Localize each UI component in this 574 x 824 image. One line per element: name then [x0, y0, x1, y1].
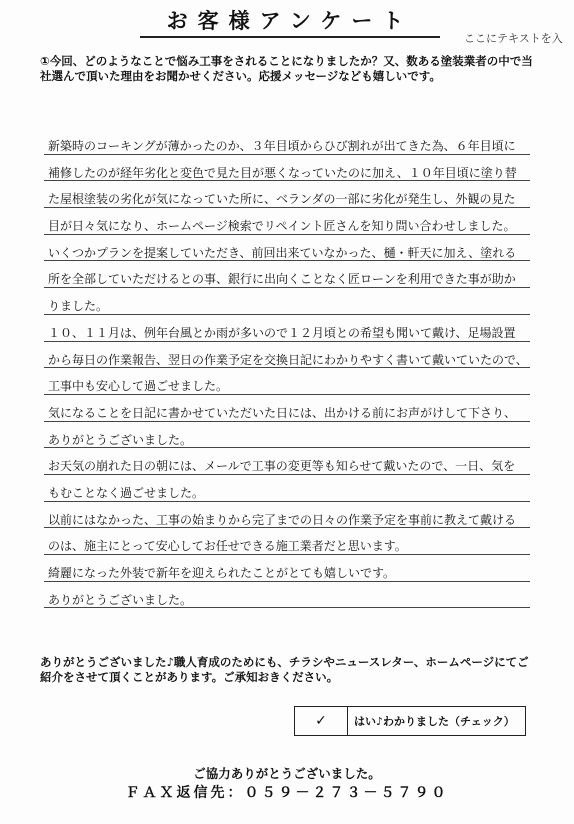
answer-line: 綺麗になった外装で新年を迎えられたことがとても嬉しいです。: [44, 555, 530, 582]
question-text: ①今回、どのようなことで悩み工事をされることになりましたか？又、数ある塗装業者の中で当社選んで頂いた理由をお聞かせください。応援メッセージなども嬉しいです。: [40, 54, 533, 83]
thank-you-text: ご協力ありがとうございました。: [193, 766, 381, 781]
answer-line: お天気の崩れた日の朝には、メールで工事の変更等も知らせて戴いたので、一日、気を: [44, 448, 530, 475]
answer-line: いくつかプランを提案していただき、前回出来ていなかった、樋・軒天に加え、塗れる: [44, 235, 530, 262]
answer-line: りました。: [44, 288, 530, 315]
answer-line: のは、施主にとって安心してお任せできる施工業者だと思います。: [44, 528, 530, 555]
answer-line: ありがとうございました。: [44, 422, 530, 449]
handwritten-answer-area: [44, 128, 530, 608]
answer-line: た屋根塗装の劣化が気になっていた所に、ベランダの一部に劣化が発生し、外観の見た: [44, 181, 530, 208]
consent-checkbox-row[interactable]: [294, 706, 526, 736]
fax-number: ＦＡＸ返信先：０５９－２７３－５７９０: [125, 785, 449, 801]
answer-line: から毎日の作業報告、翌日の作業予定を交換日記にわかりやすく書いて戴いていたので、: [44, 342, 530, 369]
check-mark-icon: ✓: [315, 713, 327, 729]
survey-title: お客様アンケート: [140, 8, 440, 38]
checkbox[interactable]: [295, 707, 348, 735]
answer-line: 目が日々気になり、ホームページ検索でリペイント匠さんを知り問い合わせしました。: [44, 208, 530, 235]
answer-line: もむことなく過ごせました。: [44, 475, 530, 502]
answer-line: １０、１１月は、例年台風とか雨が多いので１２月頃との希望も聞いて戴け、足場設置: [44, 315, 530, 342]
answer-line: 新築時のコーキングが薄かったのか、３年目頃からひび割れが出てきた為、６年目頃に: [44, 128, 530, 155]
answer-line: 以前にはなかった、工事の始まりから完了までの日々の作業予定を事前に教えて戴ける: [44, 502, 530, 529]
answer-line: 工事中も安心して過ごせました。: [44, 368, 530, 395]
answer-line: 補修したのが経年劣化と変色で見た目が悪くなっていたのに加え、１０年目頃に塗り替: [44, 155, 530, 182]
answer-line: 気になることを日記に書かせていただいた日には、出かける前にお声がけして下さり、: [44, 395, 530, 422]
placeholder-text-note: ここにテキストを入: [464, 32, 563, 45]
publicity-notice: ありがとうございました♪職人育成のためにも、チラシやニュースレター、ホームページにてご紹介をさせて頂くことがあります。ご承知おきください。: [40, 655, 529, 684]
consent-label: はい♪わかりました（チェック）: [354, 715, 515, 728]
answer-line: ありがとうございました。: [44, 582, 530, 609]
answer-line: 所を全部していただけるとの事、銀行に出向くことなく匠ローンを利用できた事が助か: [44, 261, 530, 288]
